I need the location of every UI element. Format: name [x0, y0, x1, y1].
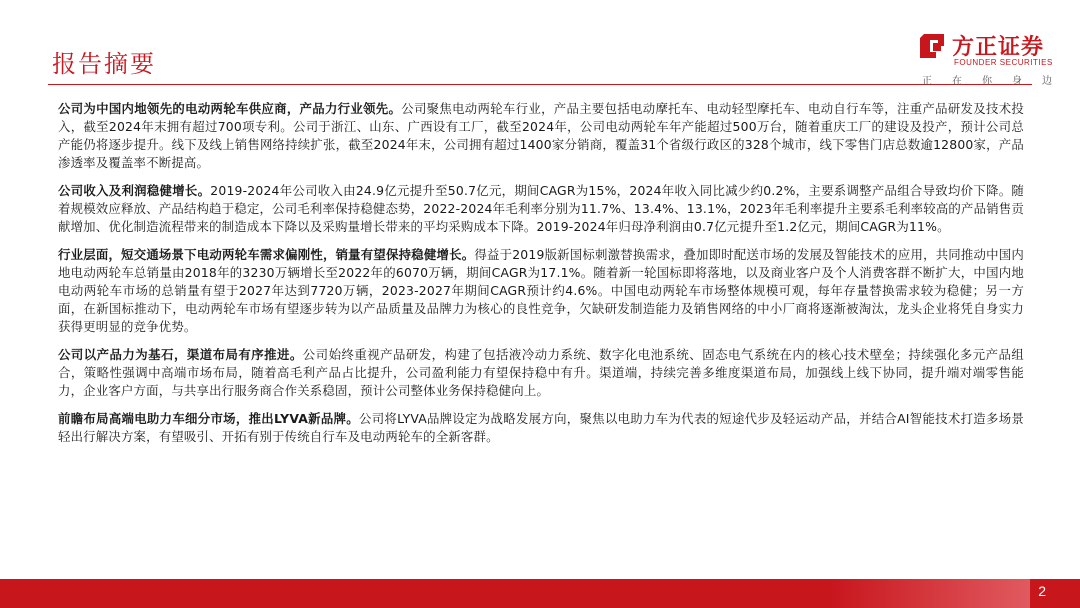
summary-paragraph-product-channel [58, 346, 1024, 400]
paragraph-body: 2019-2024年公司收入由24.9亿元提升至50.7亿元，期间CAGR为15%，2024年收入同比减少约0.2%，主要系调整产品组合导致均价下降。随着规模效应释放、产品结构趋于稳定，公司毛利率保持稳健态势，2022-2024年毛利率分别为11.7%、13.4%、13.1%，2023年毛利率提升主要系毛利率较高的产品销售贡献增加、优化制造流程带来的制造成本下降以及采购量增长带来的平均采购成本下降。2019-2024年归母净利润由0.7亿元提升至1.2亿元，期间CAGR为11%。 [58, 183, 1024, 234]
logo-name: 方正证券 [952, 35, 1045, 60]
company-logo [918, 30, 1058, 86]
title-divider [48, 84, 1032, 85]
footer-bar [0, 579, 1080, 608]
slogan-char: 身 [1012, 76, 1022, 87]
paragraph-lead: 公司为中国内地领先的电动两轮车供应商，产品力行业领先。 [58, 101, 402, 116]
logo-slogan [918, 72, 1052, 87]
paragraph-lead: 公司以产品力为基石，渠道布局有序推进。 [58, 347, 303, 362]
paragraph-body: 得益于2019版新国标刺激替换需求，叠加即时配送市场的发展及智能技术的应用，共同推动中国内地电动两轮车总销量由2018年的3230万辆增长至2022年的6070万辆，期间CAGR为17.1%。随着新一轮国标即将落地，以及商业客户及个人消费客群不断扩大，中国内地电动两轮车市场的总销量有望于2027年达到7720万辆，2023-2027年期间CAGR预计约4.6%。中国电动两轮车市场整体规模可观，每年存量替换需求较为稳健；另一方面，在新国标推动下，电动两轮车市场有望逐步转为以产品质量及品牌力为核心的良性竞争，欠缺研发制造能力及销售网络的中小厂商将逐渐被淘汰，龙头企业将凭自身实力获得更明显的竞争优势。 [58, 247, 1024, 334]
paragraph-lead: 前瞻布局高端电助力车细分市场，推出LYVA新品牌。 [58, 411, 359, 426]
slogan-char: 正 [922, 76, 932, 87]
page-number: 2 [1038, 583, 1046, 599]
paragraph-body: 公司聚焦电动两轮车行业，产品主要包括电动摩托车、电动轻型摩托车、电动自行车等，注重产品研发及技术投入，截至2024年末拥有超过700项专利。公司于浙江、山东、广西设有工厂，截至2024年，公司电动两轮车年产能超过500万台，随着重庆工厂的建设及投产，预计公司总产能仍将逐步提升。线下及线上销售网络持续扩张，截至2024年末，公司拥有超过1400家分销商，覆盖31个省级行政区的328个城市，线下零售门店总数逾12800家，产品渗透率及覆盖率不断提高。 [58, 101, 1024, 170]
summary-paragraph-industry [58, 246, 1024, 336]
summary-paragraph-revenue-profit [58, 182, 1024, 236]
logo-name-en: FOUNDER SECURITIES [954, 58, 1053, 67]
slogan-char: 边 [1042, 76, 1052, 87]
summary-paragraph-lyva [58, 410, 1024, 446]
slogan-char: 在 [952, 76, 962, 87]
founder-logo-icon [918, 32, 946, 60]
page-title: 报告摘要 [52, 50, 156, 78]
paragraph-body: 公司将LYVA品牌设定为战略发展方向，聚焦以电助力车为代表的短途代步及轻运动产品，并结合AI智能技术打造多场景轻出行解决方案，有望吸引、开拓有别于传统自行车及电动两轮车的全新客群。 [58, 411, 1024, 444]
summary-paragraph-company-position [58, 100, 1024, 172]
paragraph-lead: 行业层面，短交通场景下电动两轮车需求偏刚性，销量有望保持稳健增长。 [58, 247, 475, 262]
paragraph-lead: 公司收入及利润稳健增长。 [58, 183, 211, 198]
paragraph-body: 公司始终重视产品研发，构建了包括液冷动力系统、数字化电池系统、固态电气系统在内的核心技术壁垒；持续强化多元产品组合，策略性强调中高端市场布局，随着高毛利产品占比提升，公司盈利能力有望保持稳中有升。渠道端，持续完善多维度渠道布局，加强线上线下协同，提升端对端零售能力，企业客户方面，与共享出行服务商合作关系稳固，预计公司整体业务保持稳健向上。 [58, 347, 1024, 398]
summary-content [58, 100, 1024, 446]
slogan-char: 你 [982, 76, 992, 87]
footer-accent [830, 579, 1030, 608]
